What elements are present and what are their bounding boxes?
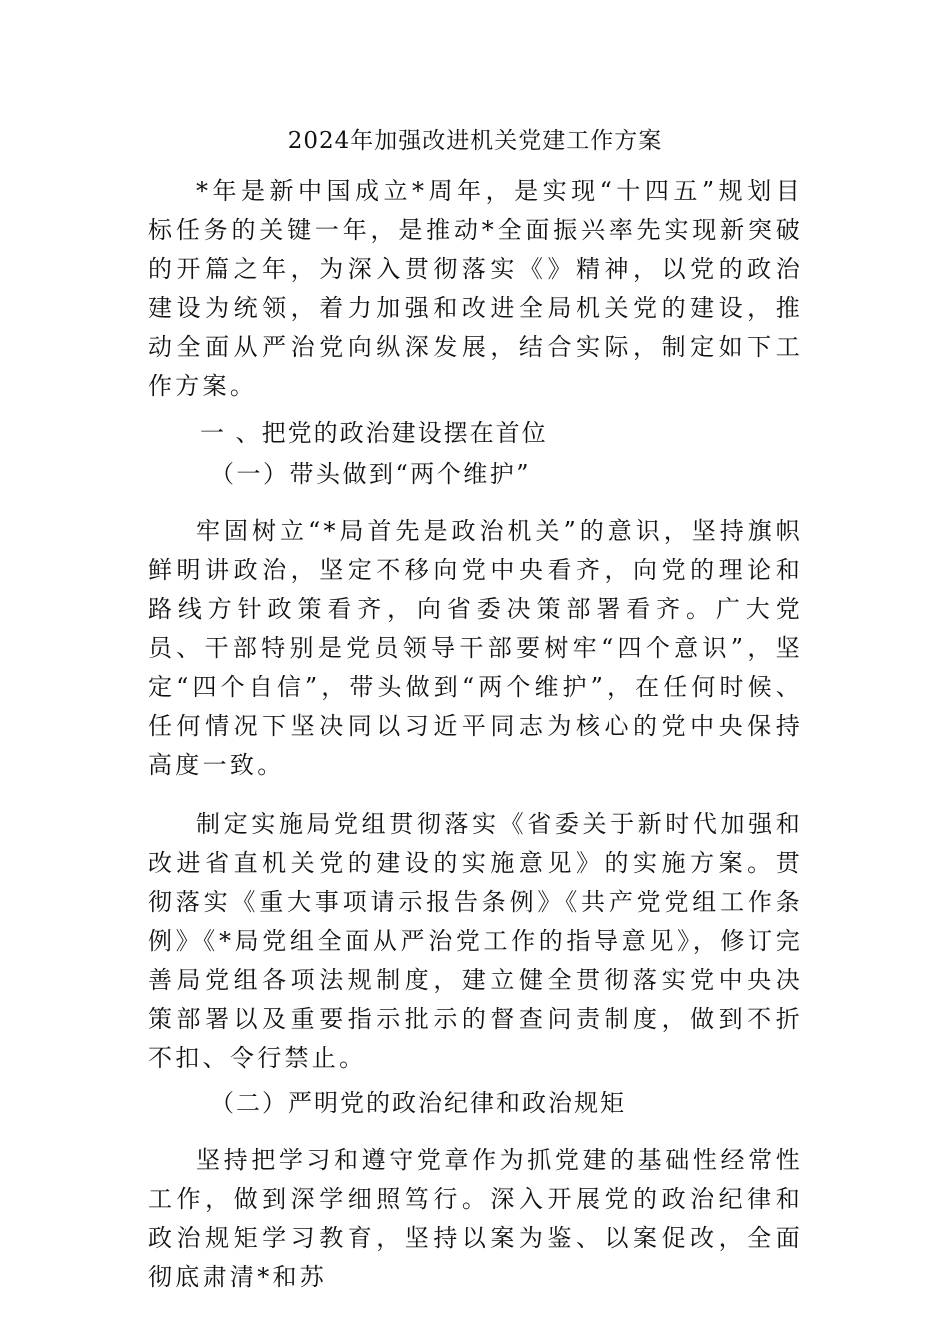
intro-paragraph: *年是新中国成立*周年，是实现“十四五”规划目标任务的关键一年，是推动*全面振兴率先实现新突破的开篇之年，为深入贯彻落实《》精神，以党的政治建设为统领，着力加强和改进全局机关党的建设，推动全面从严治党向纵深发展，结合实际，制定如下工作方案。 — [148, 177, 803, 400]
body-paragraph-1: 牢固树立“*局首先是政治机关”的意识，坚持旗帜鲜明讲政治，坚定不移向党中央看齐，向党的理论和路线方针政策看齐，向省委决策部署看齐。广大党员、干部特别是党员领导干部要树牢“四个意识”，坚定“四个自信”，带头做到“两个维护”，在任何时候、任何情况下坚决同以习近平同志为核心的党中央保持高度一致。 — [148, 517, 803, 779]
subsection-heading-2: （二）严明党的政治纪律和政治规矩 — [210, 1089, 626, 1117]
document-body — [148, 172, 803, 1297]
body-paragraph-3: 坚持把学习和遵守党章作为抓党建的基础性经常性工作，做到深学细照笃行。深入开展党的政治纪律和政治规矩学习教育，坚持以案为鉴、以案促改，全面彻底肃清*和苏 — [148, 1146, 803, 1291]
subsection-heading-1: （一）带头做到“两个维护” — [210, 460, 532, 488]
body-paragraph-2: 制定实施局党组贯彻落实《省委关于新时代加强和改进省直机关党的建设的实施意见》的实施方案。贯彻落实《重大事项请示报告条例》《共产党党组工作条例》《*局党组全面从严治党工作的指导意见》，修订完善局党组各项法规制度，建立健全贯彻落实党中央决策部署以及重要指示批示的督查问责制度，做到不折不扣、令行禁止。 — [148, 810, 803, 1072]
section-heading-1: 一 、把党的政治建设摆在首位 — [200, 419, 548, 447]
document-title: 2024年加强改进机关党建工作方案 — [287, 128, 663, 154]
